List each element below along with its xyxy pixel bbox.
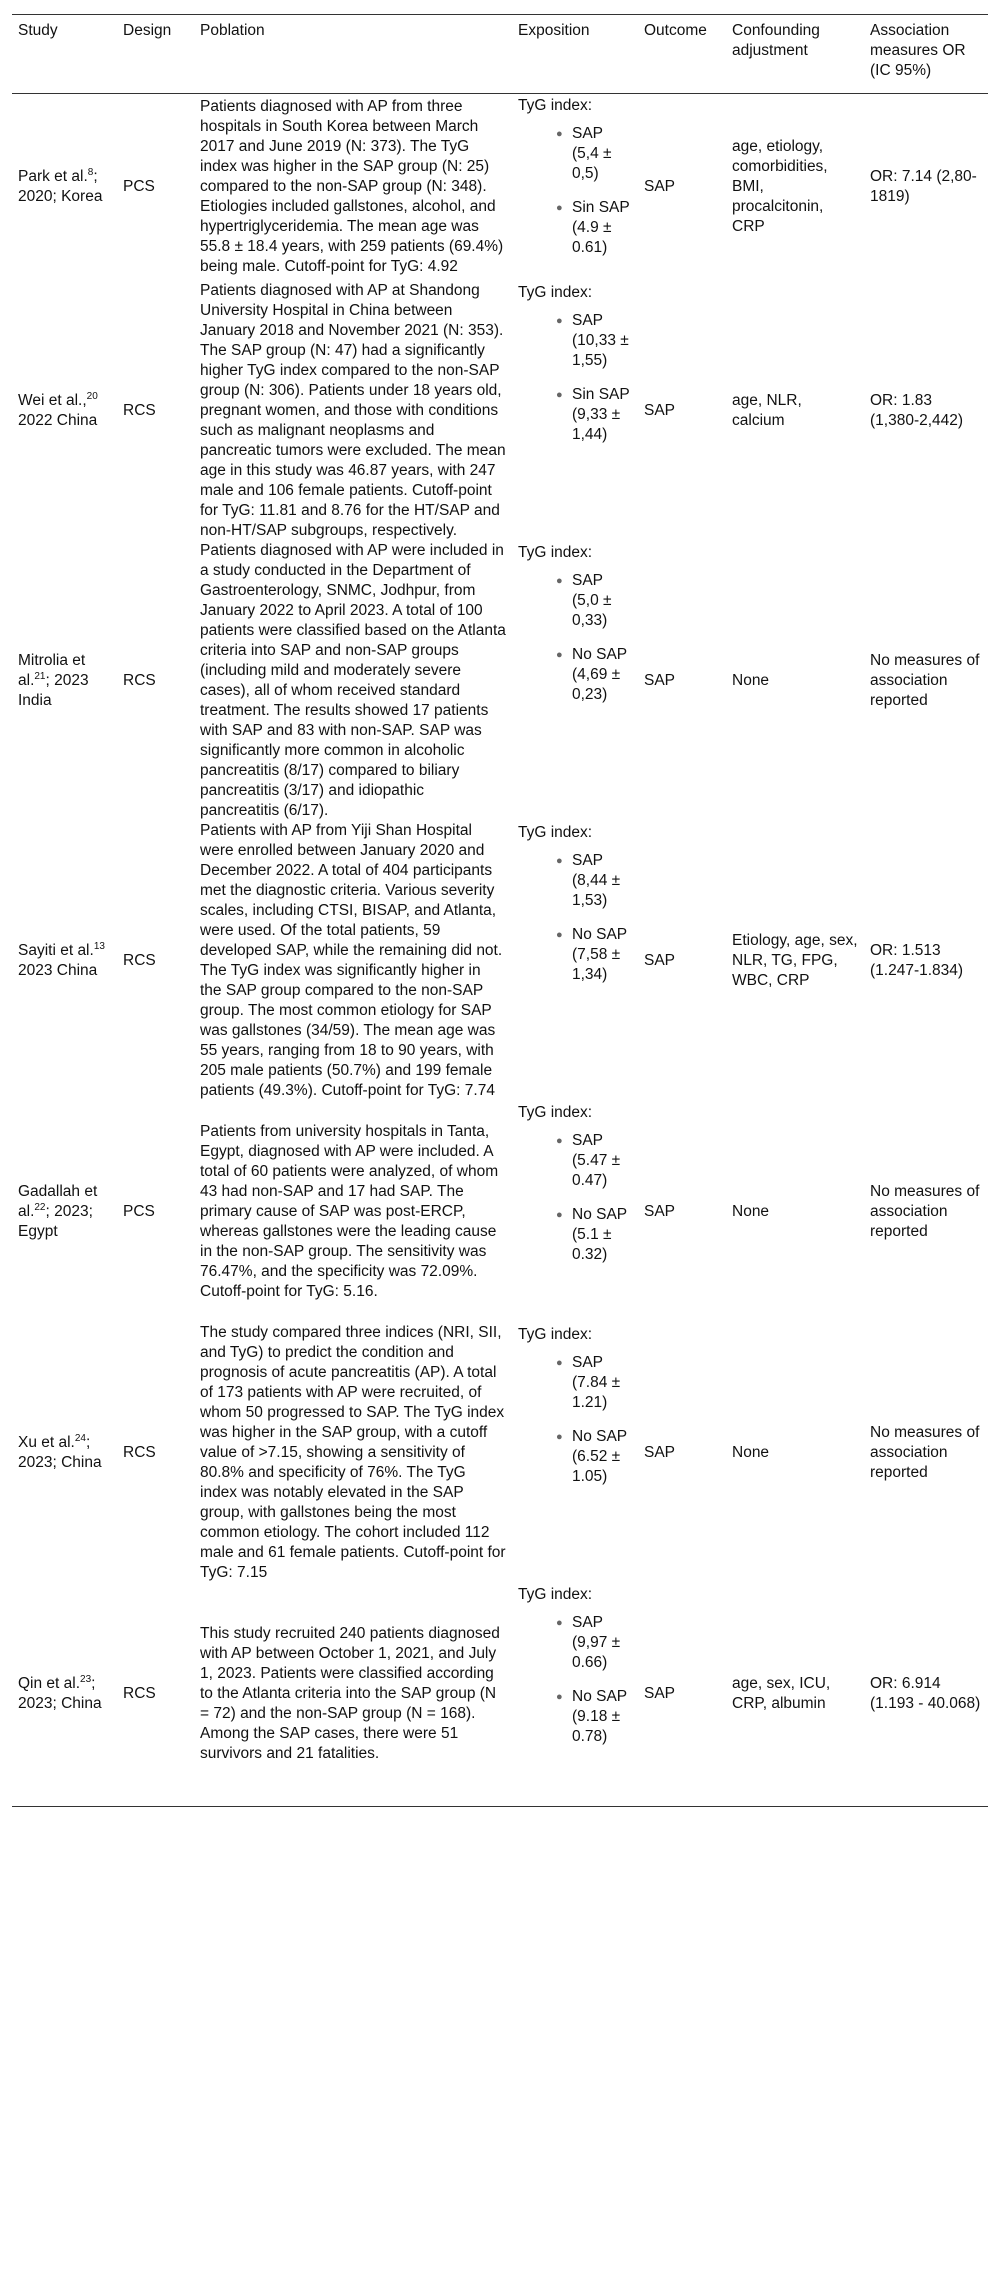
header-study: Study <box>18 22 58 39</box>
bullet-icon: ● <box>556 202 563 214</box>
design-cell: PCS <box>123 178 155 196</box>
confounding-cell: None <box>732 671 770 689</box>
exposition-cell <box>512 1323 638 1583</box>
group-list <box>518 1131 632 1265</box>
confounding-cell: age, sex, ICU, CRP, albumin <box>732 1675 831 1713</box>
association-cell: No measures of association reported <box>870 1423 980 1481</box>
exposition-cell <box>512 1583 638 1807</box>
outcome-cell: SAP <box>644 951 676 969</box>
bullet-icon: ● <box>556 854 563 867</box>
population-cell <box>194 821 512 1101</box>
association-cell: No measures of association reported <box>870 651 980 709</box>
design-cell: RCS <box>123 1685 156 1703</box>
study-name: Park et al. <box>18 168 88 186</box>
group-value: (5.47 ± 0.47) <box>572 1151 621 1189</box>
confounding-cell: None <box>732 1202 770 1220</box>
table-row <box>12 541 988 821</box>
group-item <box>518 851 632 911</box>
group-item <box>518 571 632 631</box>
group-value: (9.18 ± 0.78) <box>572 1707 621 1745</box>
table-row <box>12 94 988 281</box>
study-cell <box>12 1583 117 1807</box>
header-association: Association measures OR (IC 95%) <box>870 22 966 79</box>
exposition-cell <box>512 1101 638 1323</box>
population-text: The study compared three indices (NRI, SII, and TyG) to predict the condition and prognosis of acute pancreatitis (AP). A total of 173 patients with AP were recruited, of whom 50 progressed to SAP. The TyG index was higher in the SAP group, with a cutoff value of >7.15, showing a sensitivity of 80.8% and specificity of 76%. The TyG index was notably elevated in the SAP group, with gallstones being the most common etiology. The cohort included 112 male and 61 female patients. Cutoff-point for TyG: 7.15 <box>200 1323 506 1581</box>
outcome-cell: SAP <box>644 401 676 419</box>
group-value: (5,0 ± 0,33) <box>572 591 612 629</box>
group-label: SAP <box>572 1131 604 1149</box>
group-list <box>518 124 632 258</box>
exposition-cell <box>512 281 638 541</box>
group-label: SAP <box>572 125 604 142</box>
group-item <box>518 1687 632 1747</box>
study-cell <box>12 281 117 541</box>
group-item <box>518 1613 632 1673</box>
group-value: (5,4 ± 0,5) <box>572 145 612 182</box>
table-row <box>12 821 988 1101</box>
confounding-cell: Etiology, age, sex, NLR, TG, FPG, WBC, CRP <box>732 931 858 989</box>
reference-number: 20 <box>86 390 98 402</box>
group-value: (4.9 ± 0.61) <box>572 219 612 256</box>
outcome-cell: SAP <box>644 1443 676 1461</box>
bullet-icon: ● <box>556 1690 563 1703</box>
bullet-icon: ● <box>556 1134 563 1147</box>
association-cell: OR: 7.14 (2,80-1819) <box>870 168 977 206</box>
exposition-title: TyG index: <box>518 97 593 114</box>
confounding-cell: age, NLR, calcium <box>732 391 802 429</box>
population-text: Patients diagnosed with AP were included in a study conducted in the Department of Gastroenterology, SNMC, Jodhpur, from January 2022 to April 2023. A total of 100 patients were classified based on the Atlanta criteria into SAP and non-SAP groups (including mild and moderately severe cases), all of whom received standard treatment. The results showed 17 patients with SAP and 83 with non-SAP. SAP was significantly more common in alcoholic pancreatitis (8/17) compared to biliary pancreatitis (3/17) and idiopathic pancreatitis (6/17). <box>200 541 506 819</box>
population-cell <box>194 1101 512 1323</box>
reference-number: 8 <box>87 167 94 179</box>
population-cell <box>194 94 512 281</box>
study-name: Wei et al., <box>18 391 87 409</box>
group-value: (6.52 ± 1.05) <box>572 1447 621 1485</box>
studies-table <box>12 14 988 1807</box>
group-value: (9,33 ± 1,44) <box>572 405 621 443</box>
outcome-cell: SAP <box>644 1202 676 1220</box>
study-name: Qin et al. <box>18 1675 81 1693</box>
reference-number: 22 <box>34 1201 46 1213</box>
study-cell <box>12 821 117 1101</box>
group-item <box>518 311 632 371</box>
header-population: Poblation <box>200 22 265 39</box>
table-row <box>12 1101 988 1323</box>
bullet-icon: ● <box>556 128 563 140</box>
study-year-country: ; 2023; China <box>18 1433 102 1471</box>
exposition-title: TyG index: <box>518 1585 593 1603</box>
study-cell <box>12 94 117 281</box>
study-cell <box>12 541 117 821</box>
group-label: SAP <box>572 851 604 869</box>
group-label: SAP <box>572 1353 604 1371</box>
exposition-title: TyG index: <box>518 283 593 301</box>
header-exposition: Exposition <box>518 22 590 39</box>
bullet-icon: ● <box>556 388 563 401</box>
group-list <box>518 311 632 445</box>
study-cell <box>12 1101 117 1323</box>
group-item <box>518 124 632 184</box>
header-outcome: Outcome <box>644 22 707 39</box>
table-row <box>12 1323 988 1583</box>
group-item <box>518 925 632 985</box>
bullet-icon: ● <box>556 1356 563 1369</box>
design-cell: RCS <box>123 1443 156 1461</box>
study-year-country: ; 2023; Egypt <box>18 1202 93 1240</box>
study-name: Xu et al. <box>18 1433 75 1451</box>
group-value: (7.84 ± 1.21) <box>572 1373 621 1411</box>
bullet-icon: ● <box>556 314 563 327</box>
design-cell: RCS <box>123 401 156 419</box>
group-value: (7,58 ± 1,34) <box>572 945 621 983</box>
group-list <box>518 1613 632 1747</box>
header-confounding: Confounding adjustment <box>732 22 820 59</box>
outcome-cell: SAP <box>644 178 676 196</box>
study-year-country: ; 2023 India <box>18 671 89 709</box>
group-label: No SAP <box>572 1687 628 1705</box>
exposition-cell <box>512 94 638 281</box>
bullet-icon: ● <box>556 1208 563 1221</box>
association-cell: OR: 1.83 (1,380-2,442) <box>870 391 964 429</box>
population-text: Patients from university hospitals in Tanta, Egypt, diagnosed with AP were included. A total of 60 patients were analyzed, of whom 43 had non-SAP and 17 had SAP. The primary cause of SAP was post-ERCP, whereas gallstones were the leading cause in the non-SAP group. The sensitivity was 76.47%, and the specificity was 72.09%. Cutoff-point for TyG: 5.16. <box>200 1122 499 1300</box>
design-cell: RCS <box>123 671 156 689</box>
design-cell: RCS <box>123 951 156 969</box>
study-year-country: 2023 China <box>18 961 98 979</box>
reference-number: 23 <box>80 1674 92 1686</box>
population-text: Patients with AP from Yiji Shan Hospital were enrolled between January 2020 and December 2022. A total of 404 participants met the diagnostic criteria. Various severity scales, including CTSI, BISAP, and Atlanta, were used. Of the total patients, 59 developed SAP, while the remaining did not. The TyG index was significantly higher in the SAP group compared to the non-SAP group. The most common etiology for SAP was gallstones (34/59). The mean age was 55 years, ranging from 18 to 90 years, with 205 male patients (50.7%) and 199 female patients (49.3%). Cutoff-point for TyG: 7.74 <box>200 821 503 1099</box>
population-cell <box>194 1323 512 1583</box>
group-item <box>518 198 632 258</box>
exposition-title: TyG index: <box>518 823 593 841</box>
bullet-icon: ● <box>556 648 563 661</box>
group-item <box>518 1353 632 1413</box>
group-value: (8,44 ± 1,53) <box>572 871 621 909</box>
group-value: (10,33 ± 1,55) <box>572 331 629 369</box>
design-cell: PCS <box>123 1202 155 1220</box>
association-cell: OR: 1.513 (1.247-1.834) <box>870 941 964 979</box>
group-label: Sin SAP <box>572 199 630 216</box>
study-year-country: 2022 China <box>18 411 98 429</box>
table-row <box>12 281 988 541</box>
population-cell <box>194 1583 512 1807</box>
bullet-icon: ● <box>556 1430 563 1443</box>
group-label: SAP <box>572 1613 604 1631</box>
group-item <box>518 1427 632 1487</box>
outcome-cell: SAP <box>644 671 676 689</box>
group-label: SAP <box>572 571 604 589</box>
association-cell: No measures of association reported <box>870 1182 980 1240</box>
group-label: No SAP <box>572 1205 628 1223</box>
table-row <box>12 1583 988 1807</box>
population-text: This study recruited 240 patients diagnosed with AP between October 1, 2021, and July 1, 2023. Patients were classified according to the Atlanta criteria into the SAP group (N = 72) and the non-SAP group (N = 168). Among the SAP cases, there were 51 survivors and 21 fatalities. <box>200 1625 500 1763</box>
study-year-country: ; 2020; Korea <box>18 168 103 206</box>
exposition-cell <box>512 821 638 1101</box>
group-item <box>518 645 632 705</box>
exposition-title: TyG index: <box>518 1103 593 1121</box>
group-list <box>518 571 632 705</box>
study-name: Gadallah et al. <box>18 1182 98 1220</box>
exposition-cell <box>512 541 638 821</box>
group-item <box>518 385 632 445</box>
bullet-icon: ● <box>556 928 563 941</box>
association-cell: OR: 6.914 (1.193 - 40.068) <box>870 1675 981 1713</box>
study-year-country: ; 2023; China <box>18 1675 102 1713</box>
study-name: Sayiti et al. <box>18 941 94 959</box>
population-cell <box>194 281 512 541</box>
group-value: (4,69 ± 0,23) <box>572 665 621 703</box>
group-list <box>518 1353 632 1487</box>
bullet-icon: ● <box>556 1616 563 1629</box>
study-cell <box>12 1323 117 1583</box>
group-value: (9,97 ± 0.66) <box>572 1633 621 1671</box>
reference-number: 13 <box>93 940 105 952</box>
group-label: SAP <box>572 311 604 329</box>
group-label: No SAP <box>572 925 628 943</box>
study-name: Mitrolia et al. <box>18 651 86 689</box>
population-text: Patients diagnosed with AP at Shandong University Hospital in China between January 2018 and November 2021 (N: 353). The SAP group (N: 47) had a significantly higher TyG index compared to the non-SAP group (N: 306). Patients under 18 years old, pregnant women, and those with conditions such as malignant neoplasms and pancreatic tumors were excluded. The mean age in this study was 46.87 years, with 247 male and 106 female patients. Cutoff-point for TyG: 11.81 and 8.76 for the HT/SAP and non-HT/SAP subgroups, respectively. <box>200 281 506 539</box>
population-cell <box>194 541 512 821</box>
group-label: No SAP <box>572 645 628 663</box>
confounding-cell: age, etiology, comorbidities, BMI, procalcitonin, CRP <box>732 138 828 236</box>
population-text: Patients diagnosed with AP from three hospitals in South Korea between March 2017 and June 2019 (N: 373). The TyG index was higher in the SAP group (N: 25) compared to the non-SAP group (N: 348). Etiologies included gallstones, alcohol, and hypertriglyceridemia. The mean age was 55.8 ± 18.4 years, with 259 patients (69.4%) being male. Cutoff-point for TyG: 4.92 <box>200 98 504 276</box>
group-value: (5.1 ± 0.32) <box>572 1225 612 1263</box>
exposition-title: TyG index: <box>518 543 593 561</box>
reference-number: 21 <box>34 670 46 682</box>
outcome-cell: SAP <box>644 1685 676 1703</box>
header-row <box>12 15 988 94</box>
header-design: Design <box>123 22 172 39</box>
group-label: No SAP <box>572 1427 628 1445</box>
group-item <box>518 1205 632 1265</box>
group-item <box>518 1131 632 1191</box>
exposition-title: TyG index: <box>518 1325 593 1343</box>
group-label: Sin SAP <box>572 385 630 403</box>
group-list <box>518 851 632 985</box>
bullet-icon: ● <box>556 574 563 587</box>
reference-number: 24 <box>74 1432 86 1444</box>
confounding-cell: None <box>732 1443 770 1461</box>
